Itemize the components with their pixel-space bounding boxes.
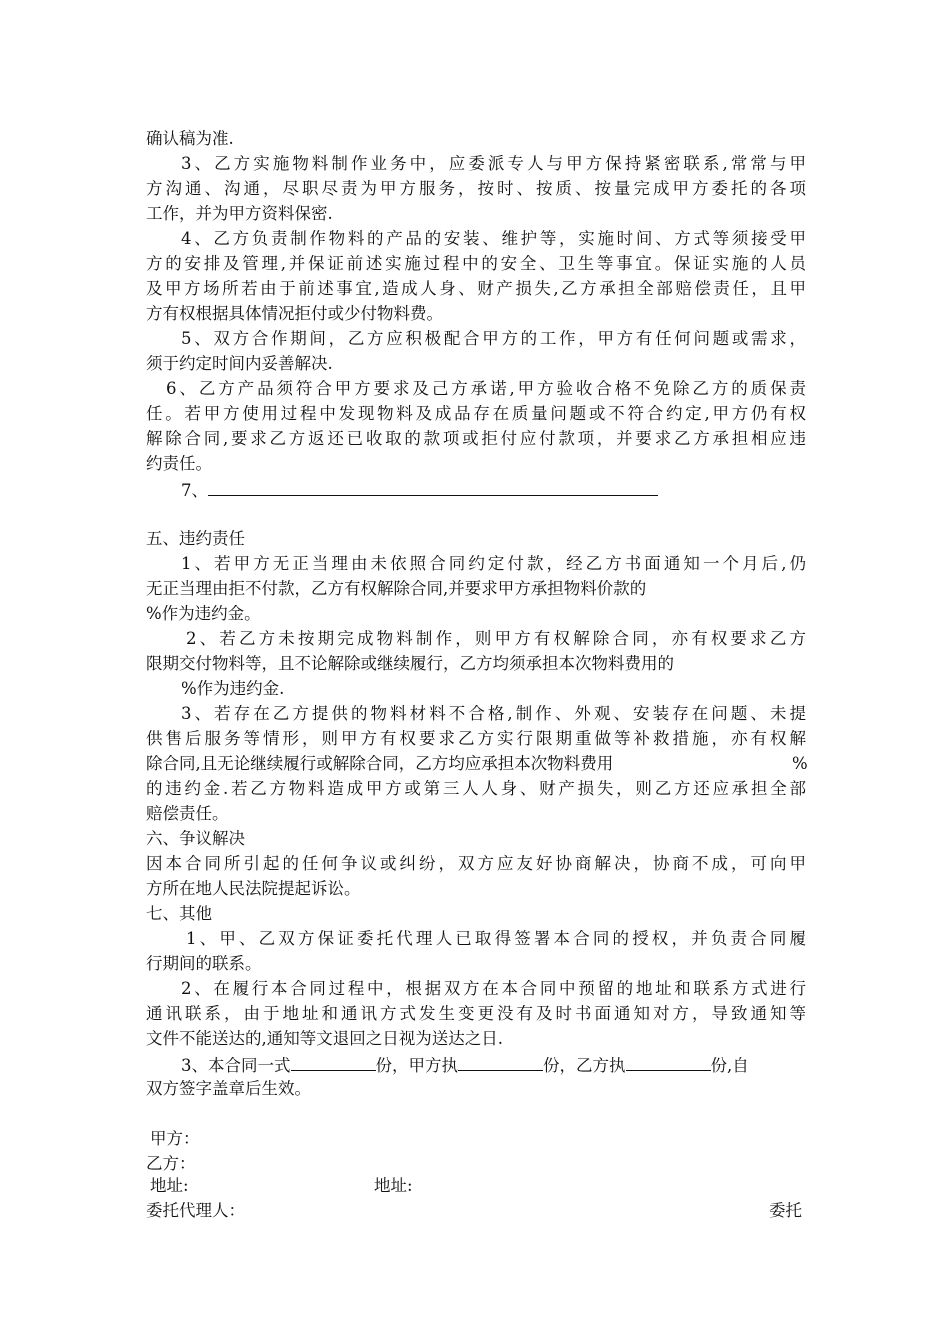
text-line: 方所在地人民法院提起诉讼。 <box>146 879 361 898</box>
clause-text: 份,自 <box>710 1056 749 1075</box>
section-heading: 五、违约责任 <box>146 529 245 548</box>
clause-6: 6、乙方产品须符合甲方要求及己方承诺,甲方验收合格不免除乙方的质保责 <box>166 379 806 398</box>
text-line: 除合同,且无论继续履行或解除合同，乙方均应承担本次物料费用 <box>146 754 614 773</box>
text-line: 无正当理由拒不付款，乙方有权解除合同,并要求甲方承担物料价款的 <box>146 579 647 598</box>
text-line: 工作，并为甲方资料保密. <box>146 204 333 223</box>
clause-4: 4、乙方负责制作物料的产品的安装、维护等，实施时间、方式等须接受甲 <box>181 229 806 248</box>
party-a-copies-blank <box>458 1052 543 1071</box>
party-b-copies-blank <box>626 1052 711 1071</box>
clause-7-blank <box>208 477 658 496</box>
percent-mark: % <box>792 754 808 773</box>
copies-blank <box>291 1052 376 1071</box>
text-line: 须于约定时间内妥善解决. <box>146 354 333 373</box>
clause-text: 份，乙方执 <box>543 1056 626 1075</box>
section-heading: 六、争议解决 <box>146 829 245 848</box>
other-clause-1: 1、甲、乙双方保证委托代理人已取得签署本合同的授权，并负责合同履 <box>186 929 806 948</box>
text-line: 通讯联系，由于地址和通讯方式发生变更没有及时书面通知对方，导致通知等 <box>146 1004 806 1023</box>
clause-3: 3、乙方实施物料制作业务中，应委派专人与甲方保持紧密联系,常常与甲 <box>181 154 806 173</box>
section-heading: 七、其他 <box>146 904 212 923</box>
text-line: 任。若甲方使用过程中发现物料及成品存在质量问题或不符合约定,甲方仍有权 <box>146 404 806 423</box>
clause-text: 3、本合同一式 <box>181 1056 291 1075</box>
text-line: 方有权根据具体情况拒付或少付物料费。 <box>146 304 443 323</box>
clause-7 <box>181 477 658 503</box>
breach-clause-2: 2、若乙方未按期完成物料制作，则甲方有权解除合同，亦有权要求乙方 <box>186 629 806 648</box>
agent-right-label: 委托 <box>769 1201 802 1220</box>
other-clause-2: 2、在履行本合同过程中，根据双方在本合同中预留的地址和联系方式进行 <box>181 979 806 998</box>
clause-text: 份，甲方执 <box>375 1056 458 1075</box>
text-line: 的违约金.若乙方物料造成甲方或第三人人身、财产损失，则乙方还应承担全部 <box>146 779 806 798</box>
clause-5: 5、双方合作期间，乙方应积极配合甲方的工作，甲方有任何问题或需求， <box>181 329 806 348</box>
text-line: 赔偿责任。 <box>146 804 229 823</box>
text-line: 约责任。 <box>146 454 212 473</box>
dispute-clause: 因本合同所引起的任何争议或纠纷，双方应友好协商解决，协商不成，可向甲 <box>146 854 806 873</box>
agent-label: 委托代理人： <box>146 1201 245 1220</box>
party-a-label: 甲方： <box>150 1129 200 1148</box>
address-a-label: 地址: <box>150 1176 189 1195</box>
text-line: 双方签字盖章后生效。 <box>146 1079 311 1098</box>
text-line: 文件不能送达的,通知等文退回之日视为送达之日. <box>146 1029 503 1048</box>
party-b-label: 乙方： <box>146 1154 196 1173</box>
breach-clause-3: 3、若存在乙方提供的物料材料不合格,制作、外观、安装存在问题、未提 <box>181 704 806 723</box>
text-line: 方沟通、沟通，尽职尽责为甲方服务，按时、按质、按量完成甲方委托的各项 <box>146 179 806 198</box>
breach-clause-1: 1、若甲方无正当理由未依照合同约定付款，经乙方书面通知一个月后,仍 <box>181 554 806 573</box>
text-line: %作为违约金. <box>181 679 285 698</box>
address-b-label: 地址: <box>374 1176 413 1195</box>
text-line: 限期交付物料等，且不论解除或继续履行，乙方均须承担本次物料费用的 <box>146 654 674 673</box>
text-line: 方的安排及管理,并保证前述实施过程中的安全、卫生等事宜。保证实施的人员 <box>146 254 806 273</box>
other-clause-3 <box>181 1052 749 1078</box>
clause-7-label: 7、 <box>181 481 208 500</box>
text-line: 供售后服务等情形，则甲方有权要求乙方实行限期重做等补救措施，亦有权解 <box>146 729 806 748</box>
text-line: 及甲方场所若由于前述事宜,造成人身、财产损失,乙方承担全部赔偿责任，且甲 <box>146 279 806 298</box>
text-line: 解除合同,要求乙方返还已收取的款项或拒付应付款项，并要求乙方承担相应违 <box>146 429 806 448</box>
text-line: %作为违约金。 <box>146 604 261 623</box>
text-line: 确认稿为准. <box>146 129 234 148</box>
text-line: 行期间的联系。 <box>146 954 262 973</box>
